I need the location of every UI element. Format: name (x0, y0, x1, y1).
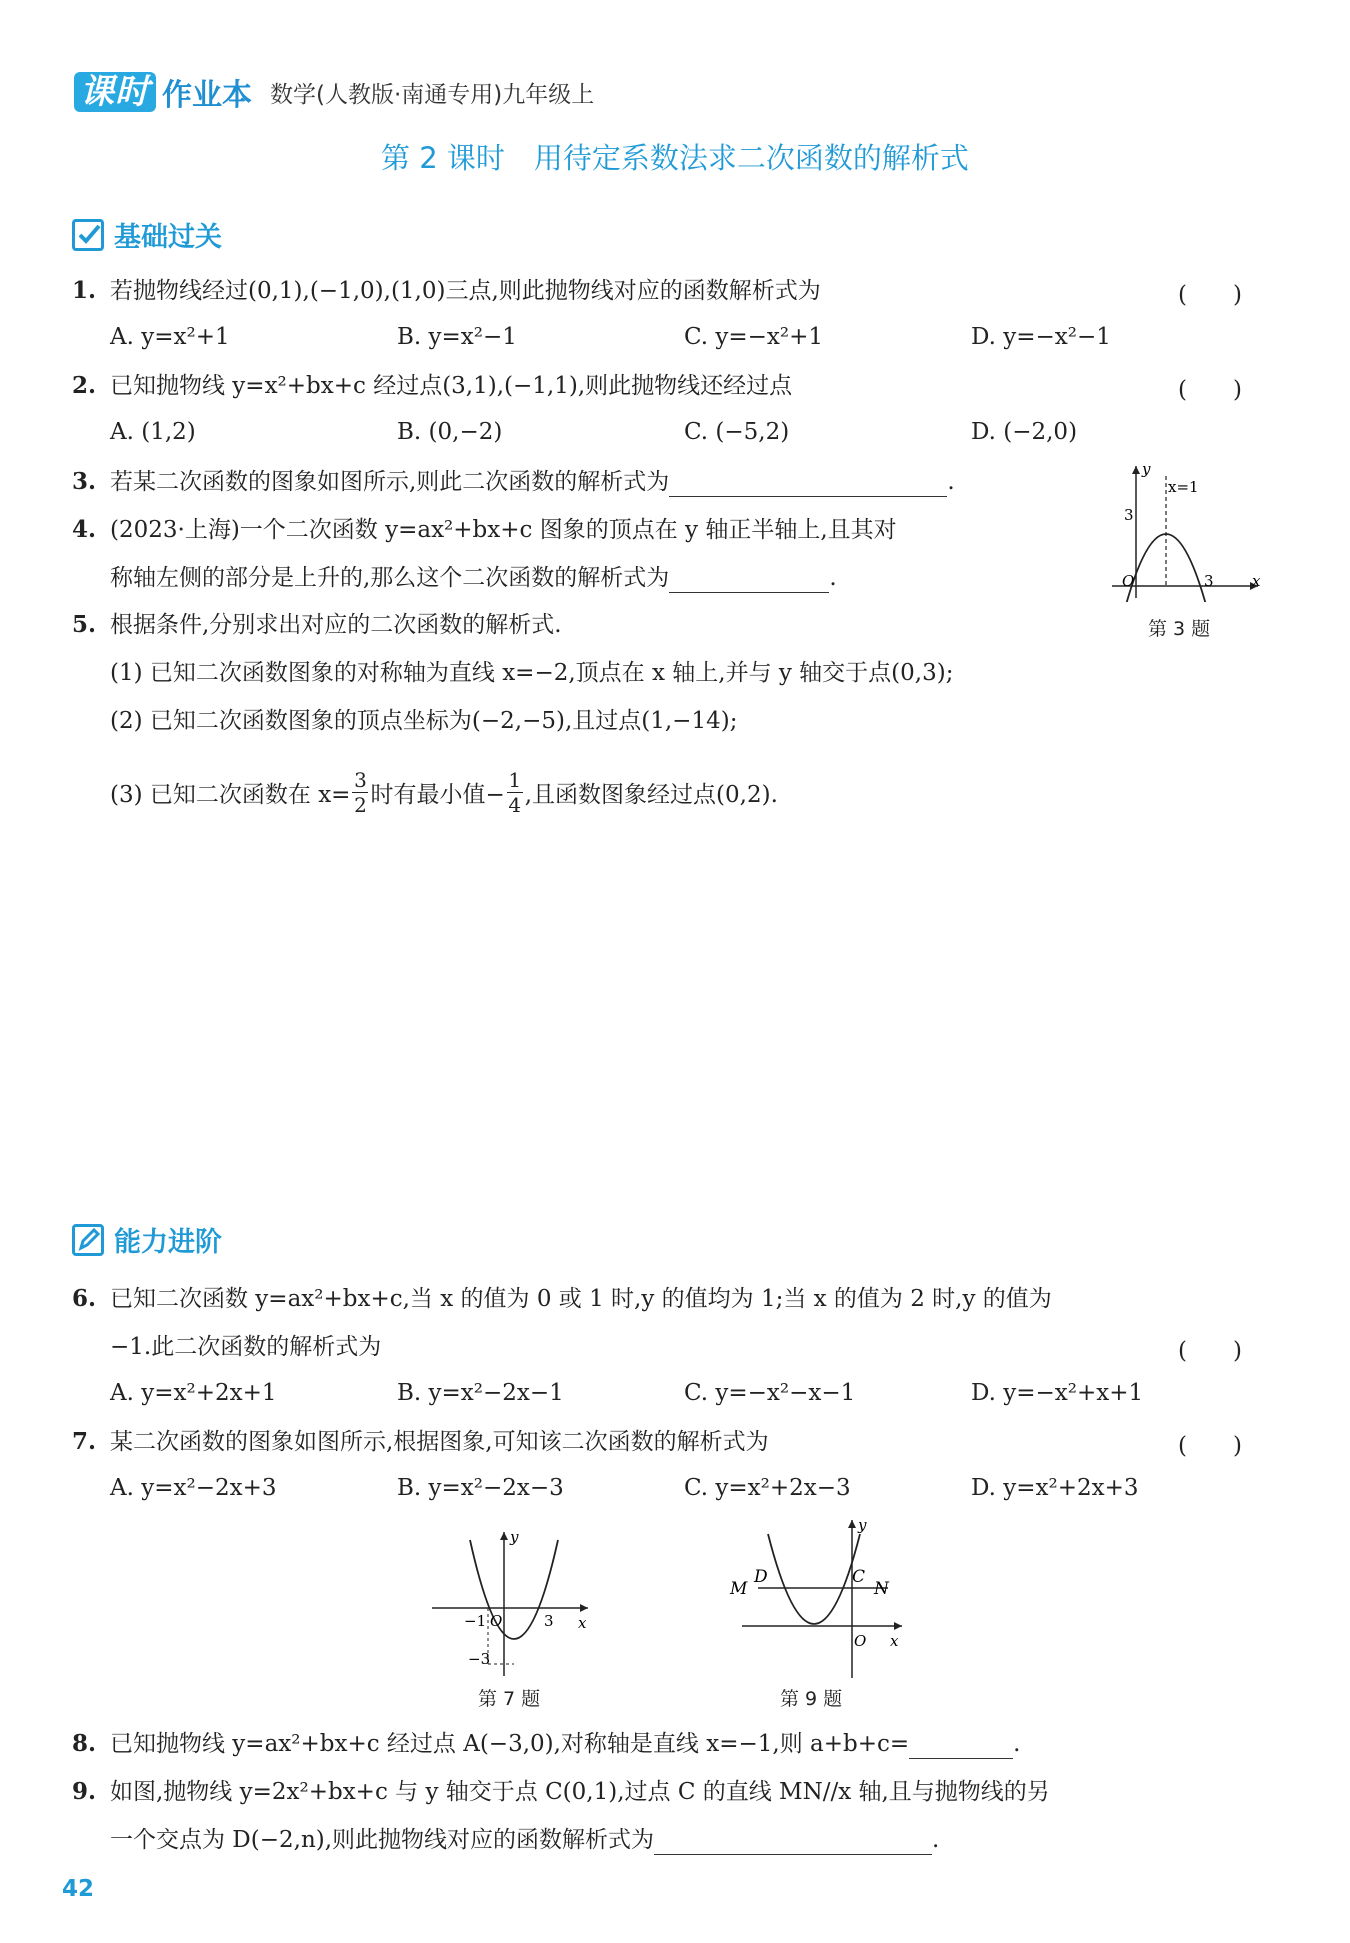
fraction-3-2 (352, 768, 368, 817)
question-9-line-2 (110, 1825, 939, 1855)
x-tick-3: 3 (1204, 572, 1214, 590)
point-n-label: N (874, 1579, 889, 1599)
period: . (932, 1827, 940, 1853)
fraction-denominator: 4 (508, 793, 522, 817)
option-d: D. y=−x²+x+1 (971, 1380, 1144, 1406)
x-axis-label: x (578, 1614, 587, 1632)
question-number: 6. (72, 1285, 97, 1312)
answer-blank[interactable] (909, 1734, 1013, 1759)
answer-blank[interactable] (654, 1830, 932, 1855)
question-6-line-1 (72, 1284, 1052, 1314)
question-7 (72, 1427, 769, 1457)
fraction-numerator: 1 (508, 768, 522, 792)
question-text: (2023·上海)一个二次函数 y=ax²+bx+c 图象的顶点在 y 轴正半轴上,且其对 (110, 517, 897, 543)
page-number: 42 (62, 1876, 95, 1902)
section-basic (72, 215, 222, 254)
answer-paren: ( ) (1178, 282, 1242, 308)
option-a: A. y=x²−2x+3 (110, 1475, 277, 1501)
question-5-part-3 (110, 768, 778, 817)
figure-7-graph (428, 1528, 596, 1678)
question-5 (72, 610, 562, 640)
option-a: A. y=x²+2x+1 (110, 1380, 277, 1406)
section-advanced (72, 1220, 222, 1259)
question-number: 3. (72, 468, 97, 495)
period: . (829, 565, 837, 591)
question-number: 4. (72, 516, 97, 543)
brand-logo: 课时 (74, 72, 156, 112)
point-d-label: D (754, 1567, 768, 1587)
origin-label: O (490, 1612, 503, 1630)
figure-7-caption: 第 7 题 (478, 1688, 541, 1710)
x-axis-label: x (890, 1632, 899, 1650)
question-text: 若抛物线经过(0,1),(−1,0),(1,0)三点,则此抛物线对应的函数解析式为 (110, 278, 821, 304)
option-c: C. (−5,2) (684, 419, 790, 445)
question-8 (72, 1729, 1020, 1759)
option-c: C. y=x²+2x−3 (684, 1475, 851, 1501)
question-4-line-2 (110, 563, 837, 593)
origin-label: O (1122, 572, 1135, 590)
question-text: 根据条件,分别求出对应的二次函数的解析式. (110, 612, 562, 638)
lesson-title: 第 2 课时 用待定系数法求二次函数的解析式 (381, 141, 969, 175)
part-text: ,且函数图象经过点(0,2). (524, 782, 778, 808)
option-b: B. y=x²−1 (397, 324, 517, 350)
answer-paren: ( ) (1178, 1433, 1242, 1459)
option-a: A. (1,2) (110, 419, 196, 445)
option-b: B. y=x²−2x−1 (397, 1380, 564, 1406)
fraction-numerator: 3 (354, 768, 367, 792)
question-number: 2. (72, 372, 97, 399)
question-text: 已知抛物线 y=ax²+bx+c 经过点 A(−3,0),对称轴是直线 x=−1,则 a+b+c= (110, 1731, 910, 1757)
question-3 (72, 467, 955, 497)
y-tick-3: 3 (1124, 506, 1134, 524)
book-subtitle: 数学(人教版·南通专用)九年级上 (270, 81, 595, 108)
origin-label: O (854, 1632, 867, 1650)
y-tick-minus-3: −3 (468, 1650, 491, 1668)
x-tick-3: 3 (544, 1612, 554, 1630)
x-axis-label: x (1252, 572, 1261, 590)
check-icon (72, 219, 104, 251)
point-m-label: M (730, 1579, 748, 1599)
section-title: 基础过关 (114, 222, 222, 253)
option-a: A. y=x²+1 (110, 324, 230, 350)
y-axis-label: y (858, 1516, 867, 1534)
question-1 (72, 276, 821, 306)
option-d: D. y=−x²−1 (971, 324, 1111, 350)
question-number: 9. (72, 1778, 97, 1805)
part-text: 时有最小值− (370, 782, 505, 808)
question-text: 某二次函数的图象如图所示,根据图象,可知该二次函数的解析式为 (110, 1429, 769, 1455)
question-text: 一个交点为 D(−2,n),则此抛物线对应的函数解析式为 (110, 1827, 655, 1853)
point-c-label: C (852, 1567, 866, 1587)
option-b: B. y=x²−2x−3 (397, 1475, 564, 1501)
figure-3-graph (1108, 462, 1266, 602)
question-6-line-2: −1.此二次函数的解析式为 (110, 1334, 382, 1360)
symmetry-axis-label: x=1 (1168, 478, 1199, 496)
question-number: 1. (72, 277, 97, 304)
section-title: 能力进阶 (114, 1227, 222, 1258)
figure-9-graph (728, 1514, 910, 1680)
option-d: D. (−2,0) (971, 419, 1078, 445)
question-number: 8. (72, 1730, 97, 1757)
fraction-denominator: 2 (354, 793, 367, 817)
answer-blank[interactable] (669, 568, 829, 593)
fraction-1-4 (507, 768, 523, 817)
question-text: 若某二次函数的图象如图所示,则此二次函数的解析式为 (110, 469, 670, 495)
part-text: (3) 已知二次函数在 x= (110, 782, 351, 808)
question-number: 5. (72, 611, 97, 638)
option-d: D. y=x²+2x+3 (971, 1475, 1139, 1501)
question-text: 如图,抛物线 y=2x²+bx+c 与 y 轴交于点 C(0,1),过点 C 的直线 MN//x 轴,且与抛物线的另 (110, 1779, 1050, 1805)
option-b: B. (0,−2) (397, 419, 503, 445)
answer-blank[interactable] (669, 472, 947, 497)
answer-paren: ( ) (1178, 1338, 1242, 1364)
question-4-line-1 (72, 515, 897, 545)
question-text: 已知抛物线 y=x²+bx+c 经过点(3,1),(−1,1),则此抛物线还经过点 (110, 373, 793, 399)
question-2 (72, 371, 792, 401)
period: . (947, 469, 955, 495)
x-tick-minus-1: −1 (464, 1612, 487, 1630)
question-5-part-1: (1) 已知二次函数图象的对称轴为直线 x=−2,顶点在 x 轴上,并与 y 轴交于点(0,3); (110, 660, 954, 686)
y-axis-label: y (510, 1528, 519, 1546)
question-text: 已知二次函数 y=ax²+bx+c,当 x 的值为 0 或 1 时,y 的值均为 1;当 x 的值为 2 时,y 的值为 (110, 1286, 1052, 1312)
answer-paren: ( ) (1178, 377, 1242, 403)
question-9-line-1 (72, 1777, 1050, 1807)
question-text: 称轴左侧的部分是上升的,那么这个二次函数的解析式为 (110, 565, 670, 591)
period: . (1013, 1731, 1021, 1757)
option-c: C. y=−x²+1 (684, 324, 824, 350)
figure-3-caption: 第 3 题 (1148, 618, 1211, 640)
brand-name: 作业本 (162, 78, 252, 113)
y-axis-label: y (1142, 462, 1151, 478)
figure-9-caption: 第 9 题 (780, 1688, 843, 1710)
header-brand (74, 70, 594, 114)
question-number: 7. (72, 1428, 97, 1455)
option-c: C. y=−x²−x−1 (684, 1380, 856, 1406)
pencil-icon (72, 1224, 104, 1256)
question-5-part-2: (2) 已知二次函数图象的顶点坐标为(−2,−5),且过点(1,−14); (110, 708, 738, 734)
